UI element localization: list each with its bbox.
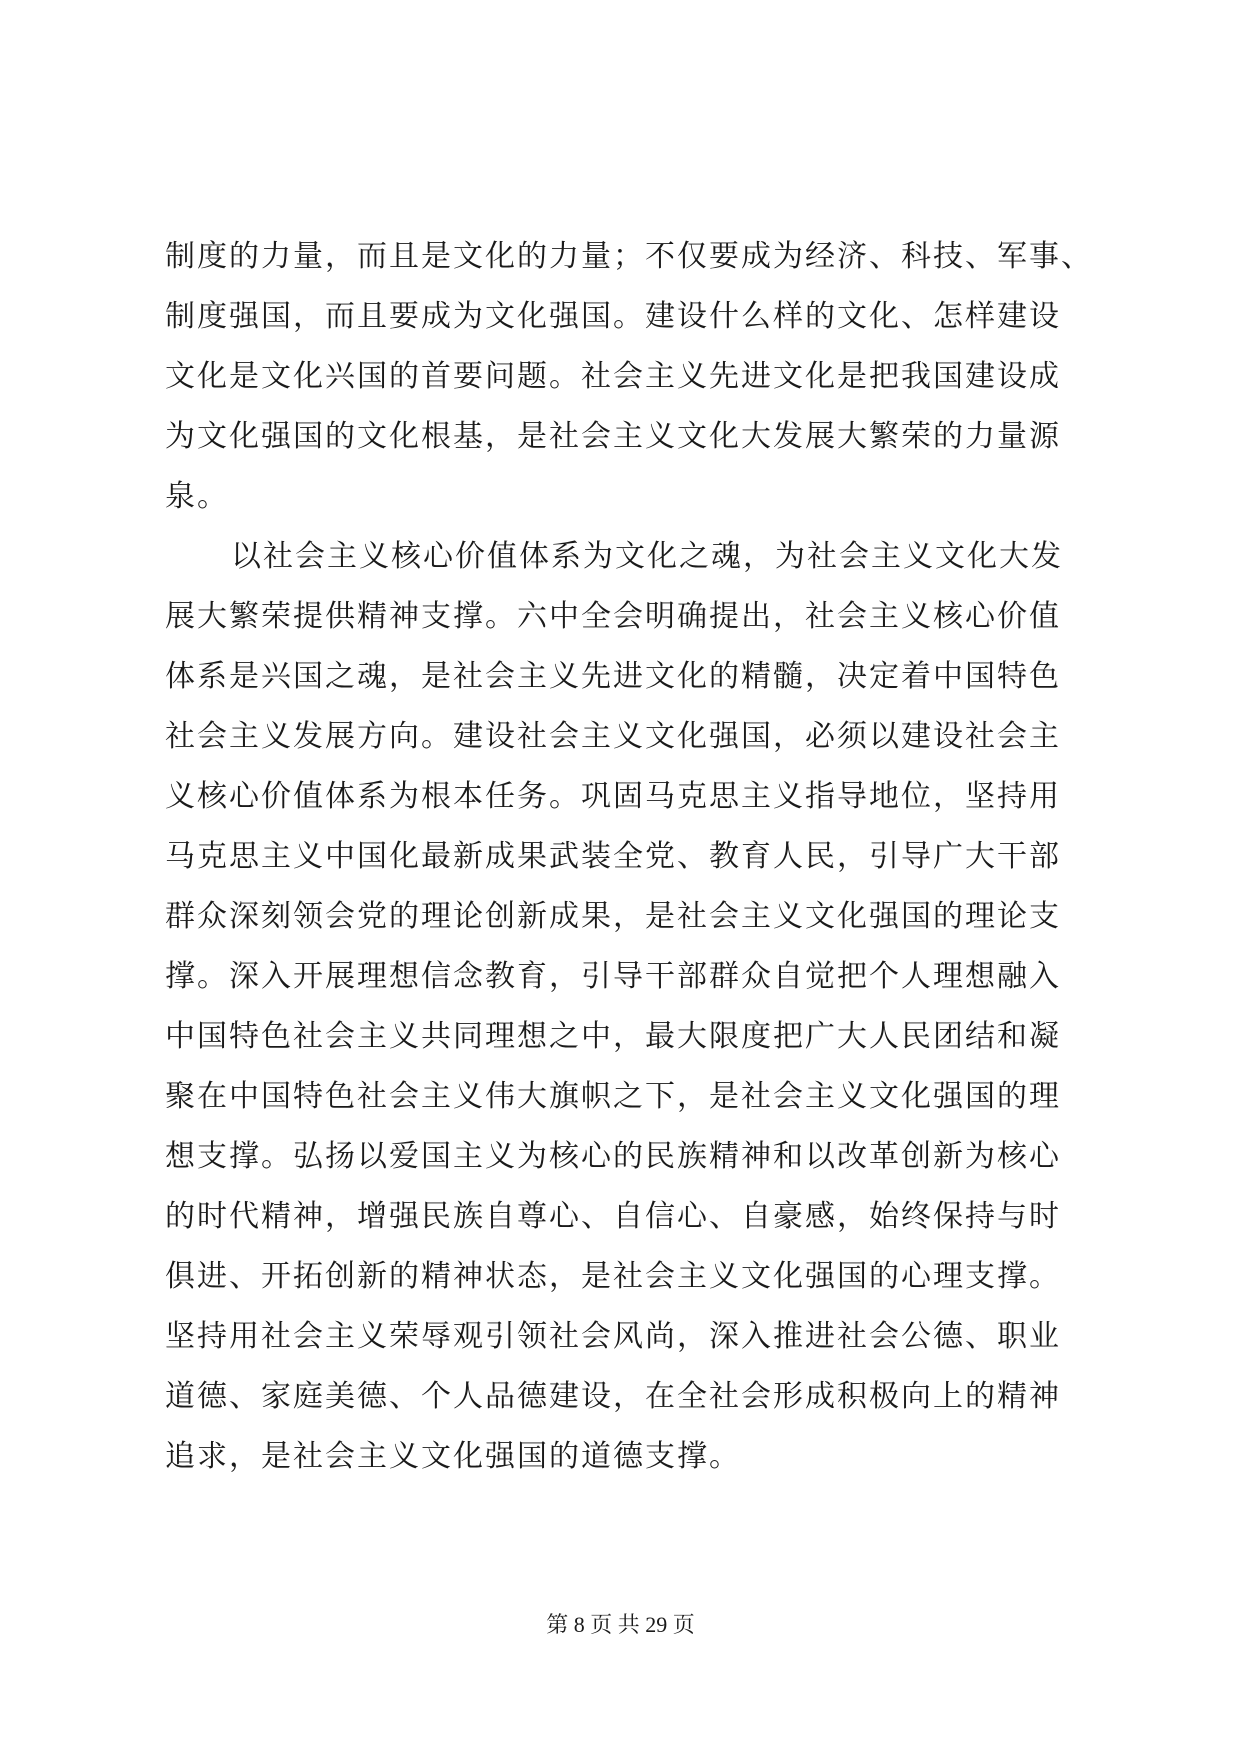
text-line: 文化是文化兴国的首要问题。社会主义先进文化是把我国建设成 <box>165 359 1061 394</box>
body-text <box>165 227 1125 1487</box>
text-line: 体系是兴国之魂，是社会主义先进文化的精髓，决定着中国特色 <box>165 659 1061 694</box>
text-line: 制度强国，而且要成为文化强国。建设什么样的文化、怎样建设 <box>165 299 1061 334</box>
text-line: 坚持用社会主义荣辱观引领社会风尚，深入推进社会公德、职业 <box>165 1319 1061 1354</box>
page-number: 第 8 页 共 29 页 <box>546 1612 695 1637</box>
text-line: 展大繁荣提供精神支撑。六中全会明确提出，社会主义核心价值 <box>165 599 1061 634</box>
page-footer <box>0 1610 1241 1640</box>
text-line: 泉。 <box>165 479 229 514</box>
text-line: 的时代精神，增强民族自尊心、自信心、自豪感，始终保持与时 <box>165 1199 1061 1234</box>
text-line: 制度的力量，而且是文化的力量；不仅要成为经济、科技、军事、 <box>165 239 1093 274</box>
text-line: 义核心价值体系为根本任务。巩固马克思主义指导地位，坚持用 <box>165 779 1061 814</box>
text-line: 群众深刻领会党的理论创新成果，是社会主义文化强国的理论支 <box>165 899 1061 934</box>
text-line: 马克思主义中国化最新成果武装全党、教育人民，引导广大干部 <box>165 839 1061 874</box>
text-line: 撑。深入开展理想信念教育，引导干部群众自觉把个人理想融入 <box>165 959 1061 994</box>
text-line: 以社会主义核心价值体系为文化之魂，为社会主义文化大发 <box>231 539 1063 574</box>
text-line: 中国特色社会主义共同理想之中，最大限度把广大人民团结和凝 <box>165 1019 1061 1054</box>
text-line: 想支撑。弘扬以爱国主义为核心的民族精神和以改革创新为核心 <box>165 1139 1061 1174</box>
text-line: 聚在中国特色社会主义伟大旗帜之下，是社会主义文化强国的理 <box>165 1079 1061 1114</box>
text-line: 追求，是社会主义文化强国的道德支撑。 <box>165 1439 741 1474</box>
paragraph-1 <box>165 227 1125 527</box>
text-line: 道德、家庭美德、个人品德建设，在全社会形成积极向上的精神 <box>165 1379 1061 1414</box>
text-line: 俱进、开拓创新的精神状态，是社会主义文化强国的心理支撑。 <box>165 1259 1061 1294</box>
text-line: 为文化强国的文化根基，是社会主义文化大发展大繁荣的力量源 <box>165 419 1061 454</box>
text-line: 社会主义发展方向。建设社会主义文化强国，必须以建设社会主 <box>165 719 1061 754</box>
paragraph-2 <box>165 527 1125 1487</box>
